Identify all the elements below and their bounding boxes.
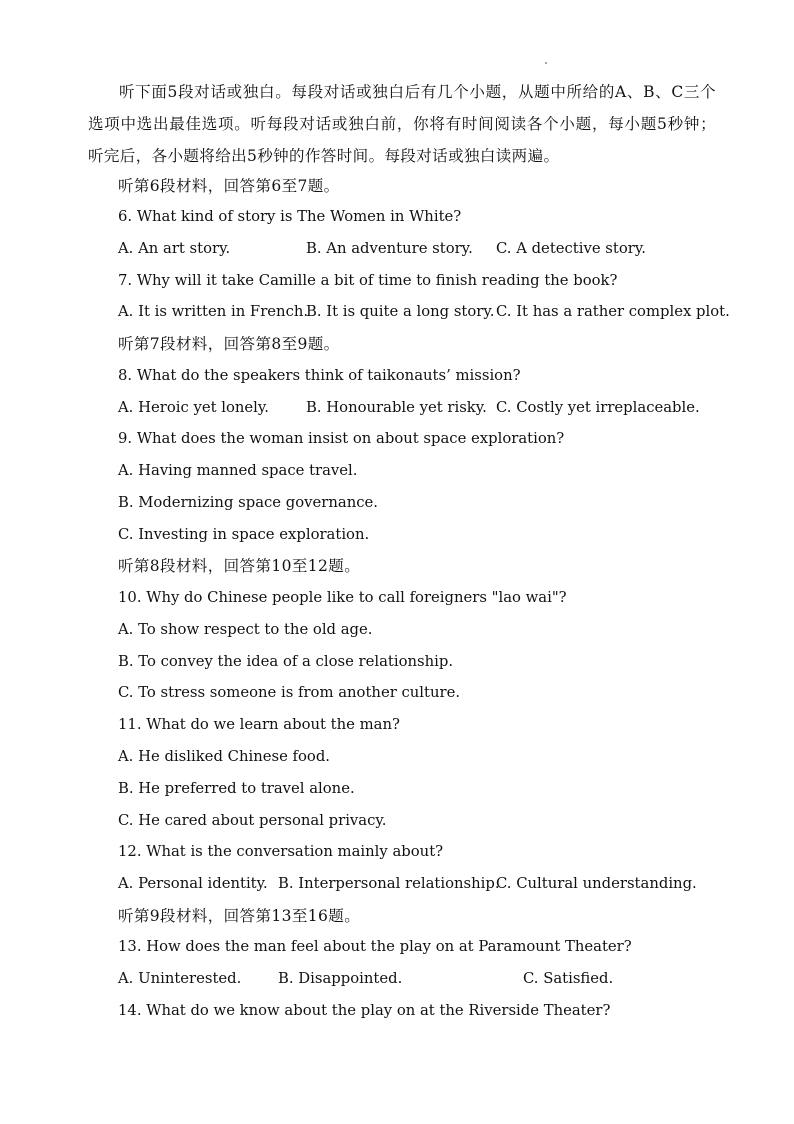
question-13: 13. How does the man feel about the play on at Paramount Theater?	[118, 938, 632, 955]
q9-option-c: C. Investing in space exploration.	[118, 526, 370, 543]
q11-option-b: B. He preferred to travel alone.	[118, 780, 355, 797]
q9-option-a: A. Having manned space travel.	[118, 462, 358, 479]
question-10: 10. Why do Chinese people like to call foreigners "lao wai"?	[118, 589, 567, 606]
q11-option-a: A. He disliked Chinese food.	[118, 748, 331, 765]
q6-option-c: C. A detective story.	[496, 240, 646, 257]
question-14: 14. What do we know about the play on at the Riverside Theater?	[118, 1002, 611, 1019]
listening-instructions: 听下面5段对话或独白。每段对话或独白后有几个小题，从题中所给的A、B、C三个选项中选出最佳选项。听每段对话或独白前，你将有时间阅读各个小题，每小题5秒钟；听完后，各小题将给出5秒钟的作答时间。每段对话或独白读两遍。	[88, 83, 716, 165]
q8-option-a: A. Heroic yet lonely.	[118, 399, 269, 416]
question-8: 8. What do the speakers think of taikonauts’ mission?	[118, 367, 521, 384]
question-7: 7. Why will it take Camille a bit of time to finish reading the book?	[118, 272, 618, 289]
section-8-heading: 听第8段材料，回答第10至12题。	[118, 557, 361, 575]
q7-option-c: C. It has a rather complex plot.	[496, 303, 730, 320]
q8-option-c: C. Costly yet irreplaceable.	[496, 399, 700, 416]
q7-option-b: B. It is quite a long story.	[306, 303, 495, 320]
q12-option-b: B. Interpersonal relationship.	[278, 875, 500, 892]
q10-option-c: C. To stress someone is from another culture.	[118, 684, 461, 701]
q6-option-b: B. An adventure story.	[306, 240, 473, 257]
q13-option-c: C. Satisfied.	[523, 970, 614, 987]
q13-option-b: B. Disappointed.	[278, 970, 403, 987]
question-6: 6. What kind of story is The Women in White?	[118, 208, 462, 225]
q12-option-a: A. Personal identity.	[118, 875, 268, 892]
q11-option-c: C. He cared about personal privacy.	[118, 812, 387, 829]
section-7-heading: 听第7段材料，回答第8至9题。	[118, 335, 340, 353]
q12-option-c: C. Cultural understanding.	[496, 875, 697, 892]
question-9: 9. What does the woman insist on about space exploration?	[118, 430, 565, 447]
question-11: 11. What do we learn about the man?	[118, 716, 400, 733]
q10-option-b: B. To convey the idea of a close relationship.	[118, 653, 454, 670]
q6-option-a: A. An art story.	[118, 240, 231, 257]
q8-option-b: B. Honourable yet risky.	[306, 399, 487, 416]
section-6-heading: 听第6段材料，回答第6至7题。	[118, 177, 340, 195]
q9-option-b: B. Modernizing space governance.	[118, 494, 378, 511]
q10-option-a: A. To show respect to the old age.	[118, 621, 373, 638]
question-12: 12. What is the conversation mainly about?	[118, 843, 444, 860]
scan-dot	[545, 62, 547, 64]
section-9-heading: 听第9段材料，回答第13至16题。	[118, 907, 361, 925]
q13-option-a: A. Uninterested.	[118, 970, 242, 987]
q7-option-a: A. It is written in French.	[118, 303, 309, 320]
